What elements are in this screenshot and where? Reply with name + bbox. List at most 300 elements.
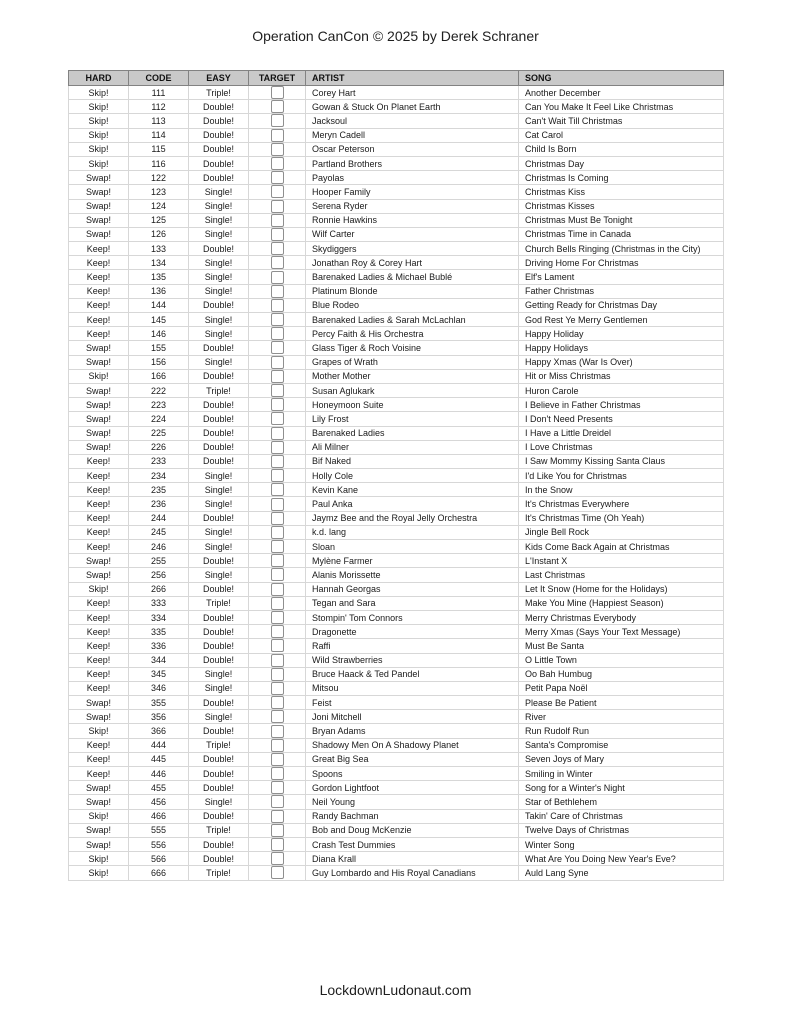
target-checkbox[interactable] bbox=[271, 540, 284, 553]
cell-artist: Gowan & Stuck On Planet Earth bbox=[306, 100, 519, 114]
cell-code: 255 bbox=[129, 554, 189, 568]
cell-hard: Keep! bbox=[69, 497, 129, 511]
target-checkbox[interactable] bbox=[271, 171, 284, 184]
cell-hard: Swap! bbox=[69, 440, 129, 454]
cell-artist: Susan Aglukark bbox=[306, 383, 519, 397]
target-checkbox[interactable] bbox=[271, 512, 284, 525]
target-checkbox[interactable] bbox=[271, 143, 284, 156]
cell-hard: Keep! bbox=[69, 483, 129, 497]
cell-artist: Bruce Haack & Ted Pandel bbox=[306, 667, 519, 681]
cell-target bbox=[249, 525, 306, 539]
cell-song: Happy Holidays bbox=[519, 341, 724, 355]
cell-artist: Bob and Doug McKenzie bbox=[306, 823, 519, 837]
cell-code: 144 bbox=[129, 298, 189, 312]
cell-code: 225 bbox=[129, 426, 189, 440]
cell-hard: Keep! bbox=[69, 681, 129, 695]
target-checkbox[interactable] bbox=[271, 327, 284, 340]
cell-code: 136 bbox=[129, 284, 189, 298]
target-checkbox[interactable] bbox=[271, 398, 284, 411]
cell-easy: Double! bbox=[189, 426, 249, 440]
cell-artist: Joni Mitchell bbox=[306, 710, 519, 724]
cell-code: 146 bbox=[129, 327, 189, 341]
cell-song: Driving Home For Christmas bbox=[519, 256, 724, 270]
cell-code: 566 bbox=[129, 852, 189, 866]
target-checkbox[interactable] bbox=[271, 469, 284, 482]
target-checkbox[interactable] bbox=[271, 285, 284, 298]
page-title: Operation CanCon © 2025 by Derek Schraner bbox=[252, 28, 539, 44]
cell-song: Please Be Patient bbox=[519, 696, 724, 710]
cell-hard: Swap! bbox=[69, 837, 129, 851]
cell-song: Kids Come Back Again at Christmas bbox=[519, 540, 724, 554]
cell-hard: Keep! bbox=[69, 596, 129, 610]
cell-target bbox=[249, 795, 306, 809]
table-row bbox=[69, 383, 724, 397]
target-checkbox[interactable] bbox=[271, 696, 284, 709]
cell-song: Christmas Kiss bbox=[519, 185, 724, 199]
table-row bbox=[69, 171, 724, 185]
target-checkbox[interactable] bbox=[271, 739, 284, 752]
cell-code: 236 bbox=[129, 497, 189, 511]
target-checkbox[interactable] bbox=[271, 242, 284, 255]
target-checkbox[interactable] bbox=[271, 781, 284, 794]
target-checkbox[interactable] bbox=[271, 597, 284, 610]
cell-target bbox=[249, 256, 306, 270]
target-checkbox[interactable] bbox=[271, 639, 284, 652]
target-checkbox[interactable] bbox=[271, 625, 284, 638]
cell-hard: Swap! bbox=[69, 341, 129, 355]
target-checkbox[interactable] bbox=[271, 725, 284, 738]
cell-artist: Bryan Adams bbox=[306, 724, 519, 738]
cell-target bbox=[249, 469, 306, 483]
cell-song: Smiling in Winter bbox=[519, 767, 724, 781]
cell-code: 335 bbox=[129, 625, 189, 639]
cell-code: 446 bbox=[129, 767, 189, 781]
cell-artist: Great Big Sea bbox=[306, 752, 519, 766]
table-row bbox=[69, 199, 724, 213]
cell-artist: Jacksoul bbox=[306, 114, 519, 128]
table-row bbox=[69, 781, 724, 795]
target-checkbox[interactable] bbox=[271, 838, 284, 851]
cell-hard: Swap! bbox=[69, 398, 129, 412]
target-checkbox[interactable] bbox=[271, 271, 284, 284]
table-row bbox=[69, 540, 724, 554]
cell-target bbox=[249, 454, 306, 468]
cell-song: It's Christmas Time (Oh Yeah) bbox=[519, 511, 724, 525]
cell-easy: Double! bbox=[189, 242, 249, 256]
cell-target bbox=[249, 554, 306, 568]
cell-target bbox=[249, 696, 306, 710]
cell-song: Make You Mine (Happiest Season) bbox=[519, 596, 724, 610]
target-checkbox[interactable] bbox=[271, 866, 284, 879]
table-row bbox=[69, 554, 724, 568]
cell-easy: Double! bbox=[189, 781, 249, 795]
cell-target bbox=[249, 199, 306, 213]
cell-song: Run Rudolf Run bbox=[519, 724, 724, 738]
cell-easy: Double! bbox=[189, 653, 249, 667]
target-checkbox[interactable] bbox=[271, 568, 284, 581]
cell-easy: Single! bbox=[189, 327, 249, 341]
cell-target bbox=[249, 298, 306, 312]
column-header-target: TARGET bbox=[249, 71, 306, 86]
cell-hard: Swap! bbox=[69, 355, 129, 369]
cell-easy: Double! bbox=[189, 128, 249, 142]
cell-target bbox=[249, 114, 306, 128]
table-row bbox=[69, 866, 724, 880]
target-checkbox[interactable] bbox=[271, 710, 284, 723]
target-checkbox[interactable] bbox=[271, 384, 284, 397]
cell-song: I Love Christmas bbox=[519, 440, 724, 454]
cell-code: 226 bbox=[129, 440, 189, 454]
target-checkbox[interactable] bbox=[271, 682, 284, 695]
cell-code: 166 bbox=[129, 369, 189, 383]
cell-easy: Double! bbox=[189, 610, 249, 624]
cell-song: What Are You Doing New Year's Eve? bbox=[519, 852, 724, 866]
cell-code: 111 bbox=[129, 86, 189, 100]
target-checkbox[interactable] bbox=[271, 427, 284, 440]
cell-easy: Double! bbox=[189, 837, 249, 851]
target-checkbox[interactable] bbox=[271, 341, 284, 354]
cell-target bbox=[249, 313, 306, 327]
target-checkbox[interactable] bbox=[271, 299, 284, 312]
cell-target bbox=[249, 483, 306, 497]
cell-artist: Raffi bbox=[306, 639, 519, 653]
cell-hard: Keep! bbox=[69, 625, 129, 639]
cell-song: Merry Xmas (Says Your Text Message) bbox=[519, 625, 724, 639]
table-row bbox=[69, 86, 724, 100]
cell-hard: Keep! bbox=[69, 752, 129, 766]
cell-song: Christmas Is Coming bbox=[519, 171, 724, 185]
cell-song: Church Bells Ringing (Christmas in the City) bbox=[519, 242, 724, 256]
cell-song: Takin' Care of Christmas bbox=[519, 809, 724, 823]
cell-hard: Skip! bbox=[69, 156, 129, 170]
cell-artist: Jonathan Roy & Corey Hart bbox=[306, 256, 519, 270]
cell-easy: Single! bbox=[189, 284, 249, 298]
table-row bbox=[69, 795, 724, 809]
target-checkbox[interactable] bbox=[271, 100, 284, 113]
cell-hard: Keep! bbox=[69, 540, 129, 554]
cell-code: 266 bbox=[129, 582, 189, 596]
target-checkbox[interactable] bbox=[271, 200, 284, 213]
cell-code: 125 bbox=[129, 213, 189, 227]
cell-target bbox=[249, 568, 306, 582]
target-checkbox[interactable] bbox=[271, 498, 284, 511]
cell-song: Elf's Lament bbox=[519, 270, 724, 284]
cell-code: 133 bbox=[129, 242, 189, 256]
cell-code: 246 bbox=[129, 540, 189, 554]
cell-artist: Platinum Blonde bbox=[306, 284, 519, 298]
cell-target bbox=[249, 497, 306, 511]
cell-hard: Skip! bbox=[69, 809, 129, 823]
target-checkbox[interactable] bbox=[271, 256, 284, 269]
cell-hard: Keep! bbox=[69, 454, 129, 468]
cell-code: 356 bbox=[129, 710, 189, 724]
cell-hard: Swap! bbox=[69, 554, 129, 568]
target-checkbox[interactable] bbox=[271, 412, 284, 425]
cell-target bbox=[249, 724, 306, 738]
cell-easy: Single! bbox=[189, 270, 249, 284]
footer-text: LockdownLudonaut.com bbox=[319, 982, 472, 998]
table-row bbox=[69, 398, 724, 412]
cell-target bbox=[249, 681, 306, 695]
cell-artist: Ronnie Hawkins bbox=[306, 213, 519, 227]
table-row bbox=[69, 738, 724, 752]
cell-hard: Keep! bbox=[69, 767, 129, 781]
cell-easy: Double! bbox=[189, 696, 249, 710]
table-row bbox=[69, 710, 724, 724]
cell-hard: Swap! bbox=[69, 781, 129, 795]
table-row bbox=[69, 837, 724, 851]
column-header-hard: HARD bbox=[69, 71, 129, 86]
cell-target bbox=[249, 185, 306, 199]
target-checkbox[interactable] bbox=[271, 441, 284, 454]
target-checkbox[interactable] bbox=[271, 114, 284, 127]
cell-artist: Mylène Farmer bbox=[306, 554, 519, 568]
cell-hard: Swap! bbox=[69, 568, 129, 582]
cell-hard: Keep! bbox=[69, 610, 129, 624]
cell-song: Must Be Santa bbox=[519, 639, 724, 653]
cell-code: 115 bbox=[129, 142, 189, 156]
target-checkbox[interactable] bbox=[271, 753, 284, 766]
table-row bbox=[69, 185, 724, 199]
cell-hard: Skip! bbox=[69, 852, 129, 866]
target-checkbox[interactable] bbox=[271, 668, 284, 681]
cell-artist: Payolas bbox=[306, 171, 519, 185]
cell-hard: Swap! bbox=[69, 185, 129, 199]
cell-song: Let It Snow (Home for the Holidays) bbox=[519, 582, 724, 596]
cell-song: Can't Wait Till Christmas bbox=[519, 114, 724, 128]
cell-song: Father Christmas bbox=[519, 284, 724, 298]
cell-artist: k.d. lang bbox=[306, 525, 519, 539]
cell-easy: Single! bbox=[189, 795, 249, 809]
table-row bbox=[69, 582, 724, 596]
cell-song: Twelve Days of Christmas bbox=[519, 823, 724, 837]
cell-artist: Jaymz Bee and the Royal Jelly Orchestra bbox=[306, 511, 519, 525]
cell-hard: Keep! bbox=[69, 270, 129, 284]
cell-easy: Double! bbox=[189, 100, 249, 114]
cell-easy: Double! bbox=[189, 440, 249, 454]
cell-target bbox=[249, 767, 306, 781]
cell-easy: Double! bbox=[189, 625, 249, 639]
target-checkbox[interactable] bbox=[271, 483, 284, 496]
target-checkbox[interactable] bbox=[271, 214, 284, 227]
target-checkbox[interactable] bbox=[271, 795, 284, 808]
cell-code: 112 bbox=[129, 100, 189, 114]
cell-song: Hit or Miss Christmas bbox=[519, 369, 724, 383]
target-checkbox[interactable] bbox=[271, 313, 284, 326]
table-row bbox=[69, 270, 724, 284]
cell-song: Star of Bethlehem bbox=[519, 795, 724, 809]
cell-song: I'd Like You for Christmas bbox=[519, 469, 724, 483]
cell-code: 126 bbox=[129, 227, 189, 241]
cell-song: Santa's Compromise bbox=[519, 738, 724, 752]
cell-code: 234 bbox=[129, 469, 189, 483]
cell-code: 666 bbox=[129, 866, 189, 880]
target-checkbox[interactable] bbox=[271, 654, 284, 667]
target-checkbox[interactable] bbox=[271, 185, 284, 198]
cell-easy: Single! bbox=[189, 710, 249, 724]
cell-easy: Double! bbox=[189, 554, 249, 568]
cell-code: 256 bbox=[129, 568, 189, 582]
cell-hard: Keep! bbox=[69, 525, 129, 539]
table-row bbox=[69, 128, 724, 142]
cell-target bbox=[249, 582, 306, 596]
cell-artist: Wilf Carter bbox=[306, 227, 519, 241]
target-checkbox[interactable] bbox=[271, 824, 284, 837]
cell-easy: Single! bbox=[189, 256, 249, 270]
cell-artist: Barenaked Ladies bbox=[306, 426, 519, 440]
cell-hard: Swap! bbox=[69, 412, 129, 426]
cell-code: 134 bbox=[129, 256, 189, 270]
table-row bbox=[69, 114, 724, 128]
cell-artist: Glass Tiger & Roch Voisine bbox=[306, 341, 519, 355]
cell-song: Cat Carol bbox=[519, 128, 724, 142]
cell-easy: Single! bbox=[189, 227, 249, 241]
table-row bbox=[69, 469, 724, 483]
table-row bbox=[69, 667, 724, 681]
cell-song: I Don't Need Presents bbox=[519, 412, 724, 426]
target-checkbox[interactable] bbox=[271, 455, 284, 468]
target-checkbox[interactable] bbox=[271, 86, 284, 99]
cell-artist: Wild Strawberries bbox=[306, 653, 519, 667]
cell-easy: Single! bbox=[189, 681, 249, 695]
table-row bbox=[69, 440, 724, 454]
table-row bbox=[69, 341, 724, 355]
cell-code: 116 bbox=[129, 156, 189, 170]
cell-hard: Keep! bbox=[69, 469, 129, 483]
cell-easy: Single! bbox=[189, 185, 249, 199]
cell-easy: Double! bbox=[189, 752, 249, 766]
cell-song: Winter Song bbox=[519, 837, 724, 851]
cell-code: 155 bbox=[129, 341, 189, 355]
cell-easy: Single! bbox=[189, 313, 249, 327]
cell-artist: Honeymoon Suite bbox=[306, 398, 519, 412]
cell-artist: Grapes of Wrath bbox=[306, 355, 519, 369]
cell-easy: Double! bbox=[189, 171, 249, 185]
cell-code: 124 bbox=[129, 199, 189, 213]
table-row bbox=[69, 355, 724, 369]
cell-target bbox=[249, 369, 306, 383]
cell-song: Happy Holiday bbox=[519, 327, 724, 341]
table-row bbox=[69, 696, 724, 710]
table-row bbox=[69, 681, 724, 695]
cell-hard: Swap! bbox=[69, 710, 129, 724]
cell-target bbox=[249, 270, 306, 284]
table-row bbox=[69, 142, 724, 156]
cell-hard: Skip! bbox=[69, 866, 129, 880]
cell-artist: Holly Cole bbox=[306, 469, 519, 483]
cell-code: 344 bbox=[129, 653, 189, 667]
table-row bbox=[69, 596, 724, 610]
cell-target bbox=[249, 781, 306, 795]
cell-code: 223 bbox=[129, 398, 189, 412]
table-row bbox=[69, 100, 724, 114]
target-checkbox[interactable] bbox=[271, 767, 284, 780]
cell-song: I Saw Mommy Kissing Santa Claus bbox=[519, 454, 724, 468]
cell-code: 235 bbox=[129, 483, 189, 497]
cell-hard: Keep! bbox=[69, 667, 129, 681]
table-row bbox=[69, 852, 724, 866]
cell-easy: Double! bbox=[189, 724, 249, 738]
cell-target bbox=[249, 540, 306, 554]
cell-song: Jingle Bell Rock bbox=[519, 525, 724, 539]
cell-artist: Serena Ryder bbox=[306, 199, 519, 213]
cell-code: 156 bbox=[129, 355, 189, 369]
cell-hard: Skip! bbox=[69, 582, 129, 596]
cell-artist: Tegan and Sara bbox=[306, 596, 519, 610]
target-checkbox[interactable] bbox=[271, 810, 284, 823]
cell-code: 345 bbox=[129, 667, 189, 681]
cell-target bbox=[249, 426, 306, 440]
cell-easy: Single! bbox=[189, 469, 249, 483]
target-checkbox[interactable] bbox=[271, 554, 284, 567]
target-checkbox[interactable] bbox=[271, 611, 284, 624]
target-checkbox[interactable] bbox=[271, 157, 284, 170]
cell-easy: Single! bbox=[189, 667, 249, 681]
cell-song: Getting Ready for Christmas Day bbox=[519, 298, 724, 312]
cell-easy: Triple! bbox=[189, 866, 249, 880]
cell-hard: Skip! bbox=[69, 142, 129, 156]
cell-artist: Partland Brothers bbox=[306, 156, 519, 170]
target-checkbox[interactable] bbox=[271, 852, 284, 865]
cell-easy: Double! bbox=[189, 454, 249, 468]
cell-code: 123 bbox=[129, 185, 189, 199]
table-row bbox=[69, 298, 724, 312]
cell-artist: Hooper Family bbox=[306, 185, 519, 199]
cell-song: I Believe in Father Christmas bbox=[519, 398, 724, 412]
target-checkbox[interactable] bbox=[271, 583, 284, 596]
cell-code: 233 bbox=[129, 454, 189, 468]
cell-target bbox=[249, 852, 306, 866]
cell-song: Petit Papa Noël bbox=[519, 681, 724, 695]
cell-hard: Keep! bbox=[69, 738, 129, 752]
cell-code: 346 bbox=[129, 681, 189, 695]
cell-hard: Swap! bbox=[69, 213, 129, 227]
target-checkbox[interactable] bbox=[271, 526, 284, 539]
target-checkbox[interactable] bbox=[271, 129, 284, 142]
table-row bbox=[69, 767, 724, 781]
cell-song: I Have a Little Dreidel bbox=[519, 426, 724, 440]
cell-hard: Swap! bbox=[69, 171, 129, 185]
cell-easy: Double! bbox=[189, 398, 249, 412]
table-header bbox=[69, 71, 724, 86]
cell-easy: Double! bbox=[189, 767, 249, 781]
cell-code: 245 bbox=[129, 525, 189, 539]
cell-code: 222 bbox=[129, 383, 189, 397]
cell-artist: Meryn Cadell bbox=[306, 128, 519, 142]
cell-hard: Skip! bbox=[69, 724, 129, 738]
table-row bbox=[69, 369, 724, 383]
cell-code: 555 bbox=[129, 823, 189, 837]
cell-easy: Double! bbox=[189, 852, 249, 866]
cell-code: 135 bbox=[129, 270, 189, 284]
table-row bbox=[69, 809, 724, 823]
cell-target bbox=[249, 752, 306, 766]
cell-song: Can You Make It Feel Like Christmas bbox=[519, 100, 724, 114]
cell-hard: Keep! bbox=[69, 639, 129, 653]
cell-song: Christmas Kisses bbox=[519, 199, 724, 213]
cell-target bbox=[249, 837, 306, 851]
table-row bbox=[69, 525, 724, 539]
cell-artist: Corey Hart bbox=[306, 86, 519, 100]
cell-hard: Skip! bbox=[69, 100, 129, 114]
cell-easy: Single! bbox=[189, 483, 249, 497]
target-checkbox[interactable] bbox=[271, 370, 284, 383]
target-checkbox[interactable] bbox=[271, 356, 284, 369]
target-checkbox[interactable] bbox=[271, 228, 284, 241]
cell-artist: Barenaked Ladies & Michael Bublé bbox=[306, 270, 519, 284]
cell-hard: Swap! bbox=[69, 199, 129, 213]
cell-artist: Mother Mother bbox=[306, 369, 519, 383]
